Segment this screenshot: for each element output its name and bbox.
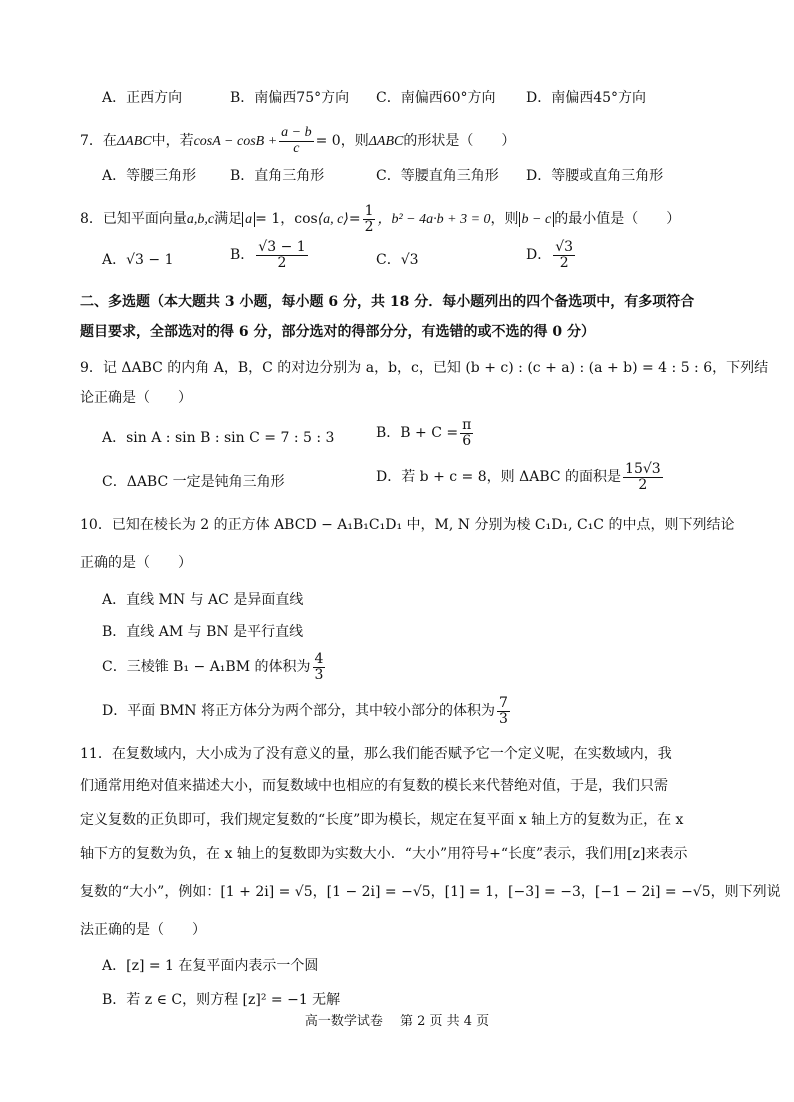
section2-heading-line1: 二、多选题（本大题共 3 小题，每小题 6 分，共 18 分．每小题列出的四个备选项中，有多项符合	[80, 294, 695, 310]
q8-stem	[80, 204, 680, 234]
q8-option-b-fraction	[256, 240, 307, 270]
q9-option-d	[376, 462, 665, 492]
q10-option-a: A．直线 MN 与 AC 是异面直线	[102, 592, 304, 608]
q7-text: 中，若	[151, 133, 194, 150]
q8-half-den: 2	[364, 218, 374, 235]
q7-triangle: ΔABC	[116, 134, 152, 150]
q7-stem	[80, 126, 515, 156]
q11-stem-line4: 轴下方的复数为负，在 x 轴上的复数即为实数大小．“大小”用符号+“长度”表示，我们用[z]来表示	[80, 846, 688, 862]
q8-half-num: 1	[364, 203, 374, 219]
q11-stem-line2: 们通常用绝对值来描述大小，而复数域中也相应的有复数的模长来代替绝对值，于是，我们只需	[80, 778, 668, 794]
q10-option-c-den: 3	[314, 666, 324, 683]
q8-half	[363, 204, 376, 234]
q11-stem-line3: 定义复数的正负即可，我们规定复数的“长度”即为模长，规定在复平面 x 轴上方的复数为正，在 x	[80, 812, 684, 828]
q8-option-b-den: 2	[277, 254, 287, 271]
q7-question: 的形状是（ ）	[403, 133, 516, 150]
q6-option-a: A．正西方向	[102, 90, 183, 106]
page-footer: 高一数学试卷 第 2 页 共 4 页	[304, 1014, 490, 1029]
q7-frac-num: a − b	[281, 125, 312, 140]
section2-heading-line2: 题目要求，全部选对的得 6 分，部分选对的得部分分，有选错的或不选的得 0 分）	[80, 324, 595, 340]
q7-option-b: B．直角三角形	[230, 168, 325, 184]
q11-stem-line5: 复数的“大小”，例如：[1 + 2i] = √5，[1 − 2i] = −√5，[1] = 1，[−3] = −3，[−1 − 2i] = −√5，则下列说	[80, 884, 781, 900]
q8-option-a: A．√3 − 1	[102, 252, 174, 268]
q6-option-c: C．南偏西60°方向	[376, 90, 496, 106]
q9-option-d-fraction	[623, 462, 663, 492]
q7-triangle-2: ΔABC	[368, 134, 404, 150]
q8-option-b-label: B．	[230, 247, 255, 264]
q9-option-b	[376, 418, 475, 448]
q8-eq1: = 1，cos	[255, 211, 318, 228]
q10-option-c	[102, 652, 327, 682]
q10-option-d	[102, 696, 512, 726]
q7-formula-right: = 0	[315, 133, 341, 150]
q8-option-c: C．√3	[376, 252, 419, 268]
q9-option-d-den: 2	[638, 476, 648, 493]
q11-stem-line1: 11．在复数域内，大小成为了没有意义的量，那么我们能否赋予它一个定义呢，在实数域内，我	[80, 746, 672, 762]
q7-option-c: C．等腰直角三角形	[376, 168, 499, 184]
q9-stem-line2: 论正确是（ ）	[80, 390, 192, 406]
q8-option-b	[230, 240, 310, 270]
q6-option-d: D．南偏西45°方向	[526, 90, 647, 106]
q9-option-a: A．sin A : sin B : sin C = 7 : 5 : 3	[102, 430, 335, 446]
q11-option-b: B．若 z ∈ C，则方程 [z]² = −1 无解	[102, 992, 341, 1008]
q8-eq2: =	[348, 211, 361, 228]
q9-option-c: C．ΔABC 一定是钝角三角形	[102, 474, 285, 490]
q10-option-d-num: 7	[499, 695, 508, 711]
q6-option-b: B．南偏西75°方向	[230, 90, 350, 106]
q8-text-then: ，则	[490, 211, 519, 228]
q7-option-d: D．等腰或直角三角形	[526, 168, 664, 184]
q8-angle: ⟨a, c⟩	[317, 212, 349, 228]
q7-text-then: ，则	[340, 133, 369, 150]
q10-option-b: B．直线 AM 与 BN 是平行直线	[102, 624, 304, 640]
q7-number: 7．在	[80, 133, 117, 150]
q7-option-a: A．等腰三角形	[102, 168, 197, 184]
q10-option-c-num: 4	[314, 651, 324, 667]
q11-stem-line6: 法正确的是（ ）	[80, 922, 206, 938]
q8-option-d	[526, 240, 577, 270]
q10-option-d-fraction	[497, 696, 510, 726]
q9-option-b-num: π	[462, 417, 472, 433]
q10-stem-line1: 10．已知在棱长为 2 的正方体 ABCD − A₁B₁C₁D₁ 中，M, N 分别为棱 C₁D₁, C₁C 的中点，则下列结论	[80, 517, 735, 533]
q7-frac-den: c	[293, 140, 300, 156]
q9-option-b-den: 6	[462, 432, 472, 449]
q10-option-c-label: C．三棱锥 B₁ − A₁BM 的体积为	[102, 659, 311, 676]
q8-option-d-den: 2	[559, 254, 569, 271]
q10-stem-line2: 正确的是（ ）	[80, 555, 192, 571]
q8-option-d-label: D．	[526, 247, 552, 264]
q9-option-b-label: B．B + C =	[376, 425, 459, 442]
q8-vectors: a,b,c	[186, 212, 215, 228]
q10-option-d-den: 3	[499, 710, 508, 727]
q8-abs-bc: b − c	[519, 212, 555, 227]
q8-number: 8．已知平面向量	[80, 211, 187, 228]
q9-option-d-label: D．若 b + c = 8，则 ΔABC 的面积是	[376, 469, 622, 486]
q9-option-d-num: 15√3	[625, 461, 661, 477]
q8-text: 满足	[214, 211, 243, 228]
q8-abs-a: a	[242, 212, 255, 227]
q8-option-d-num: √3	[555, 239, 574, 255]
q11-option-a: A．[z] = 1 在复平面内表示一个圆	[102, 958, 319, 974]
q9-option-b-fraction	[460, 418, 473, 448]
q8-question: 的最小值是（ ）	[554, 211, 681, 228]
q9-stem-line1: 9．记 ΔABC 的内角 A，B，C 的对边分别为 a，b，c，已知 (b + c) : (c + a) : (a + b) = 4 : 5 : 6，下列结	[80, 360, 769, 376]
q7-fraction	[279, 126, 313, 156]
q7-formula-left: cosA − cosB +	[193, 134, 278, 150]
q8-option-b-num: √3 − 1	[258, 239, 306, 255]
q8-option-d-fraction	[553, 240, 575, 270]
q10-option-d-label: D．平面 BMN 将正方体分为两个部分，其中较小部分的体积为	[102, 703, 495, 720]
q8-eq3: ，b² − 4a·b + 3 = 0	[377, 212, 491, 228]
q10-option-c-fraction	[313, 652, 326, 682]
